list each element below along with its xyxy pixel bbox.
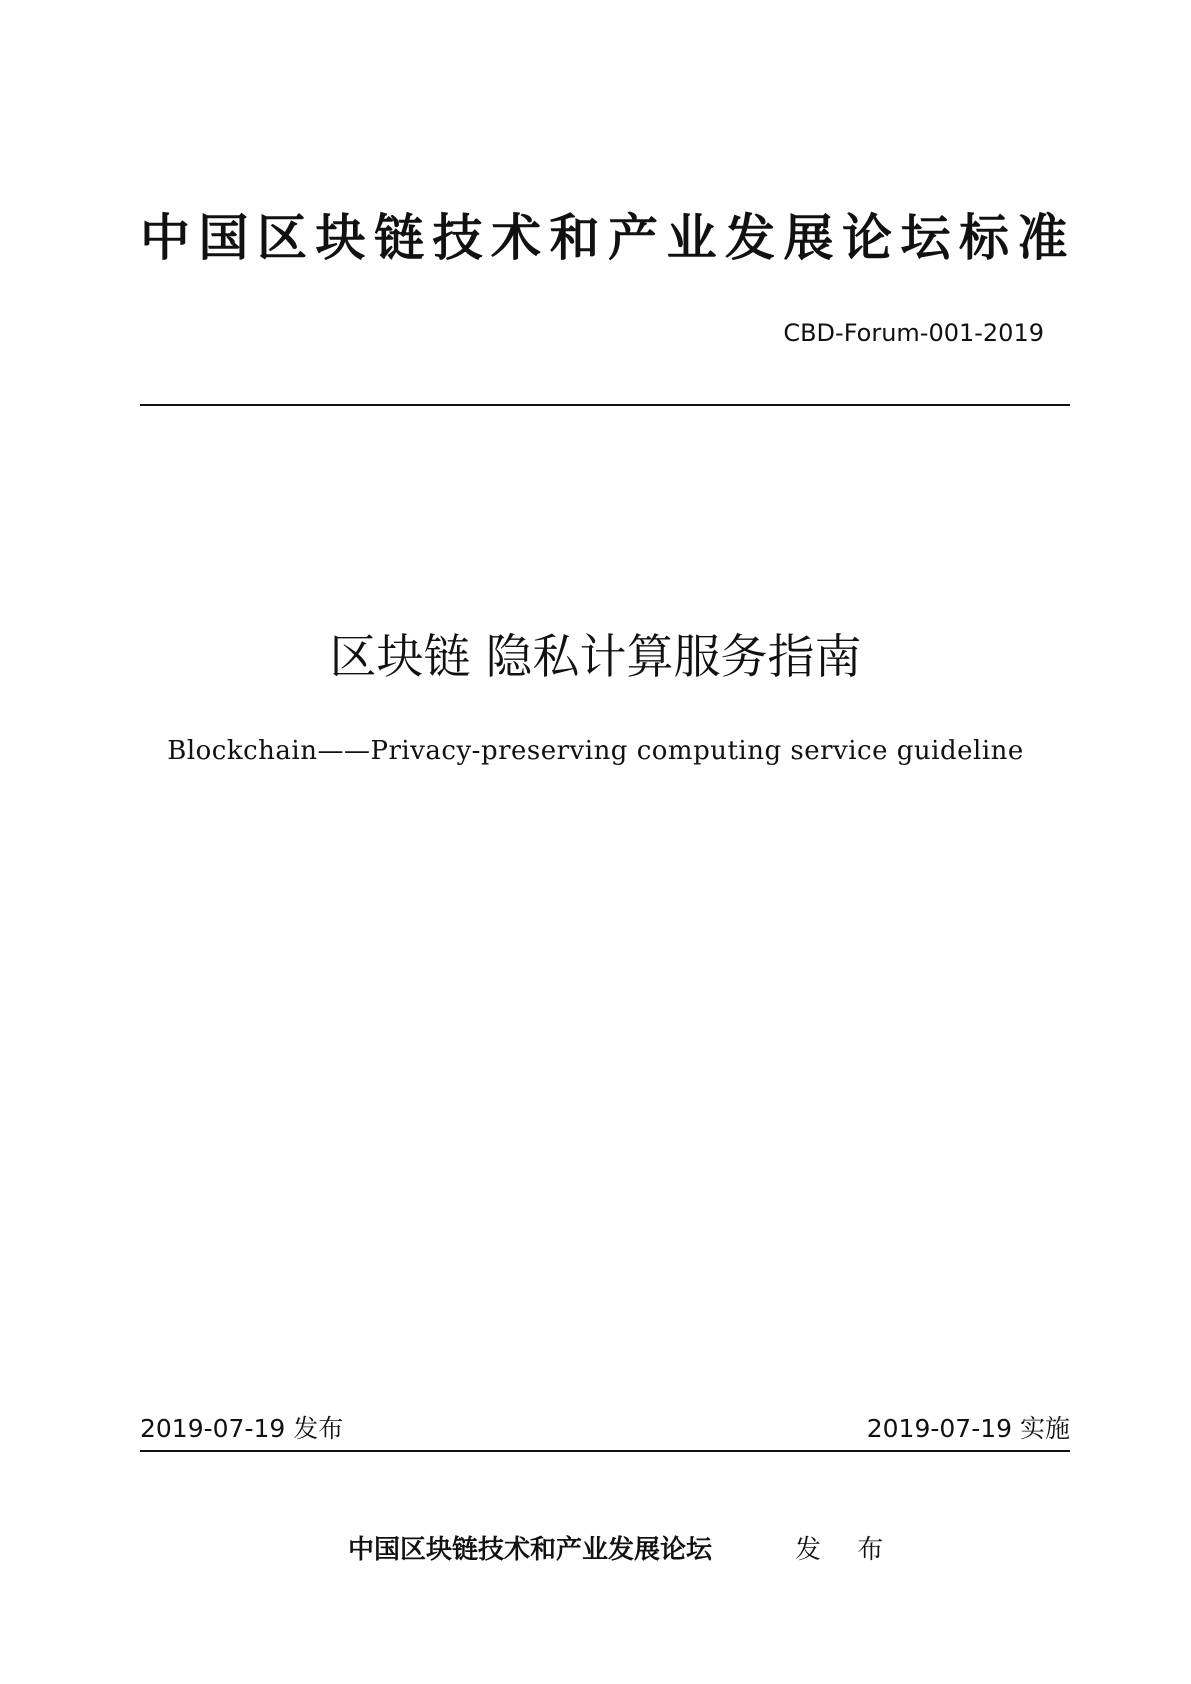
standard-code: CBD-Forum-001-2019 bbox=[783, 319, 1044, 347]
publisher-name: 中国区块链技术和产业发展论坛 bbox=[348, 1535, 713, 1565]
document-title: 区块链 隐私计算服务指南 bbox=[329, 630, 862, 685]
organization-standard-header: 中国区块链技术和产业发展论坛标准 bbox=[140, 208, 1076, 267]
issue-date: 2019-07-19 发布 bbox=[140, 1414, 344, 1443]
bottom-divider bbox=[140, 1450, 1070, 1452]
effective-date: 2019-07-19 实施 bbox=[866, 1414, 1070, 1443]
publish-label: 发 布 bbox=[795, 1535, 898, 1565]
top-divider bbox=[140, 404, 1070, 406]
document-subtitle-english: Blockchain——Privacy-preserving computing service guideline bbox=[167, 736, 1024, 766]
